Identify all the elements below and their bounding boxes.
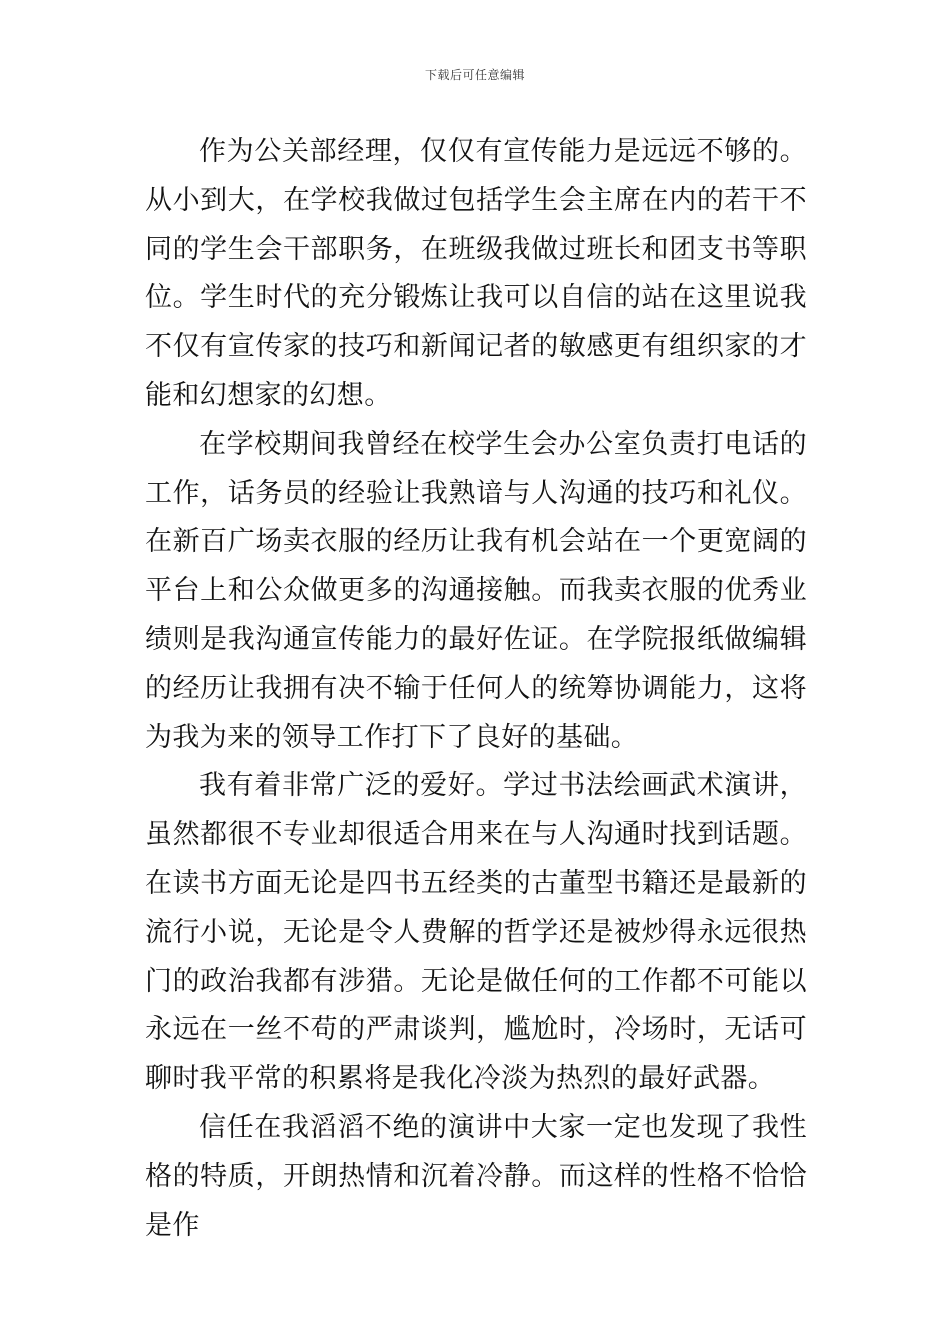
header-note: 下载后可任意编辑 [424,68,525,82]
paragraph-1: 作为公关部经理，仅仅有宣传能力是远远不够的。从小到大，在学校我做过包括学生会主席在内的若干不同的学生会干部职务，在班级我做过班长和团支书等职位。学生时代的充分锻炼让我可以自信的站在这里说我不仅有宣传家的技巧和新闻记者的敏感更有组织家的才能和幻想家的幻想。 [145,136,807,411]
paragraph-3: 我有着非常广泛的爱好。学过书法绘画武术演讲，虽然都很不专业却很适合用来在与人沟通时找到话题。在读书方面无论是四书五经类的古董型书籍还是最新的流行小说，无论是令人费解的哲学还是被炒得永远很热门的政治我都有涉猎。无论是做任何的工作都不可能以永远在一丝不苟的严肃谈判，尴尬时，冷场时，无话可聊时我平常的积累将是我化冷淡为热烈的最好武器。 [145,770,807,1095]
document-body [145,128,807,1250]
paragraph-2: 在学校期间我曾经在校学生会办公室负责打电话的工作，话务员的经验让我熟谙与人沟通的技巧和礼仪。在新百广场卖衣服的经历让我有机会站在一个更宽阔的平台上和公众做更多的沟通接触。而我卖衣服的优秀业绩则是我沟通宣传能力的最好佐证。在学院报纸做编辑的经历让我拥有决不输于任何人的统筹协调能力，这将为我为来的领导工作打下了良好的基础。 [145,428,807,753]
paragraph-4: 信任在我滔滔不绝的演讲中大家一定也发现了我性格的特质，开朗热情和沉着冷静。而这样的性格不恰恰是作 [145,1111,807,1241]
